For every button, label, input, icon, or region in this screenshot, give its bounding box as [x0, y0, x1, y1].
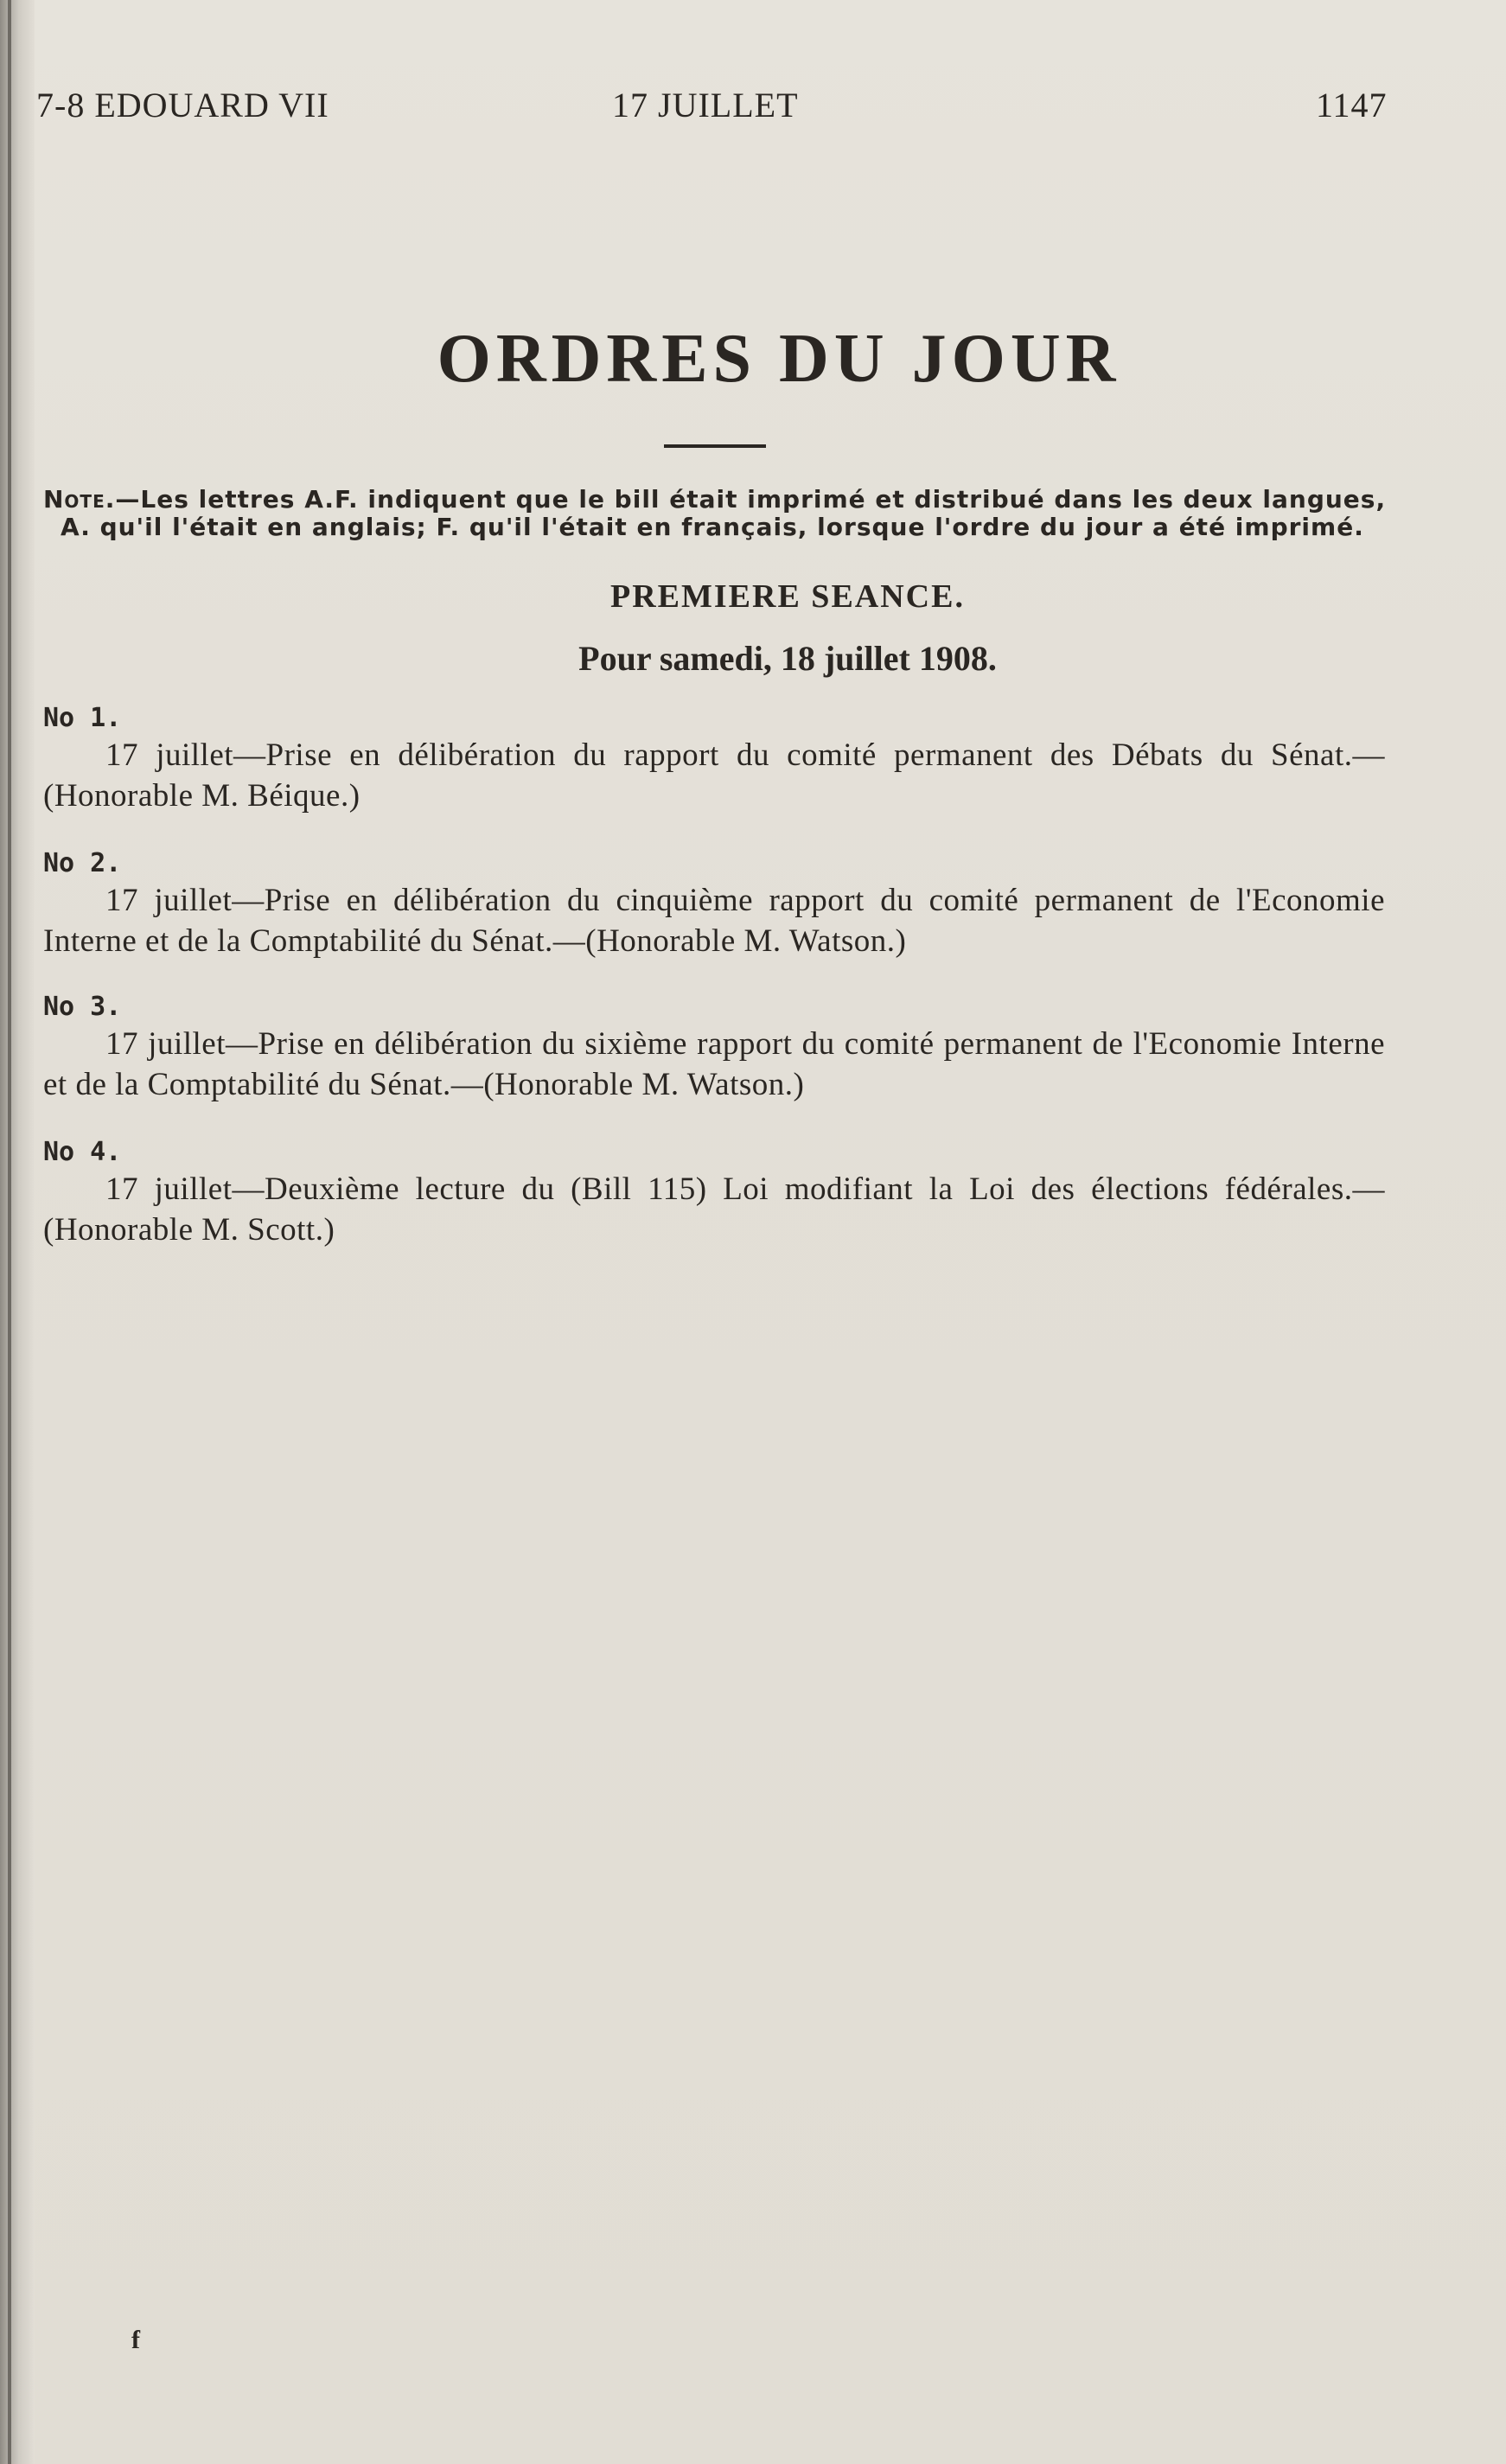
order-item: [43, 702, 1385, 816]
order-item-number: No 4.: [43, 1137, 122, 1167]
printer-signature-mark: f: [131, 2326, 140, 2354]
order-item-text: 17 juillet—Prise en délibération du rapport du comité permanent des Débats du Sénat.—(Honorable M. Béique.): [43, 737, 1385, 814]
header-page-number: 1147: [1316, 86, 1388, 124]
language-note: [43, 486, 1392, 541]
header-regnal-year: 7-8 EDOUARD VII: [36, 86, 329, 124]
order-item-text: 17 juillet—Prise en délibération du cinquième rapport du comité permanent de l'Economie Interne et de la Comptabilité du Sénat.—(Honorable M. Watson.): [43, 883, 1385, 959]
title-rule: [664, 444, 766, 448]
order-item-number: No 2.: [43, 848, 122, 878]
page-title: ORDRES DU JOUR: [437, 321, 1121, 397]
running-header: [0, 85, 1506, 137]
header-date: 17 JUILLET: [612, 86, 799, 124]
order-item-text: 17 juillet—Prise en délibération du sixième rapport du comité permanent de l'Economie Interne et de la Comptabilité du Sénat.—(Honorable M. Watson.): [43, 1026, 1385, 1102]
note-line-2: A. qu'il l'était en anglais; F. qu'il l'était en français, lorsque l'ordre du jour a été imprimé.: [61, 513, 1364, 541]
order-item: [43, 1136, 1385, 1250]
order-item: [43, 847, 1385, 961]
session-date: Pour samedi, 18 juillet 1908.: [578, 639, 997, 678]
order-item-number: No 1.: [43, 703, 122, 733]
order-item: [43, 991, 1385, 1105]
note-line-1: —Les lettres A.F. indiquent que le bill était imprimé et distribué dans les deux langues,: [115, 485, 1387, 514]
note-label: Note.: [43, 485, 116, 514]
order-item-number: No 3.: [43, 992, 122, 1022]
order-item-text: 17 juillet—Deuxième lecture du (Bill 115) Loi modifiant la Loi des élections fédérales.—(Honorable M. Scott.): [43, 1171, 1385, 1248]
session-heading: PREMIERE SEANCE.: [610, 578, 965, 615]
